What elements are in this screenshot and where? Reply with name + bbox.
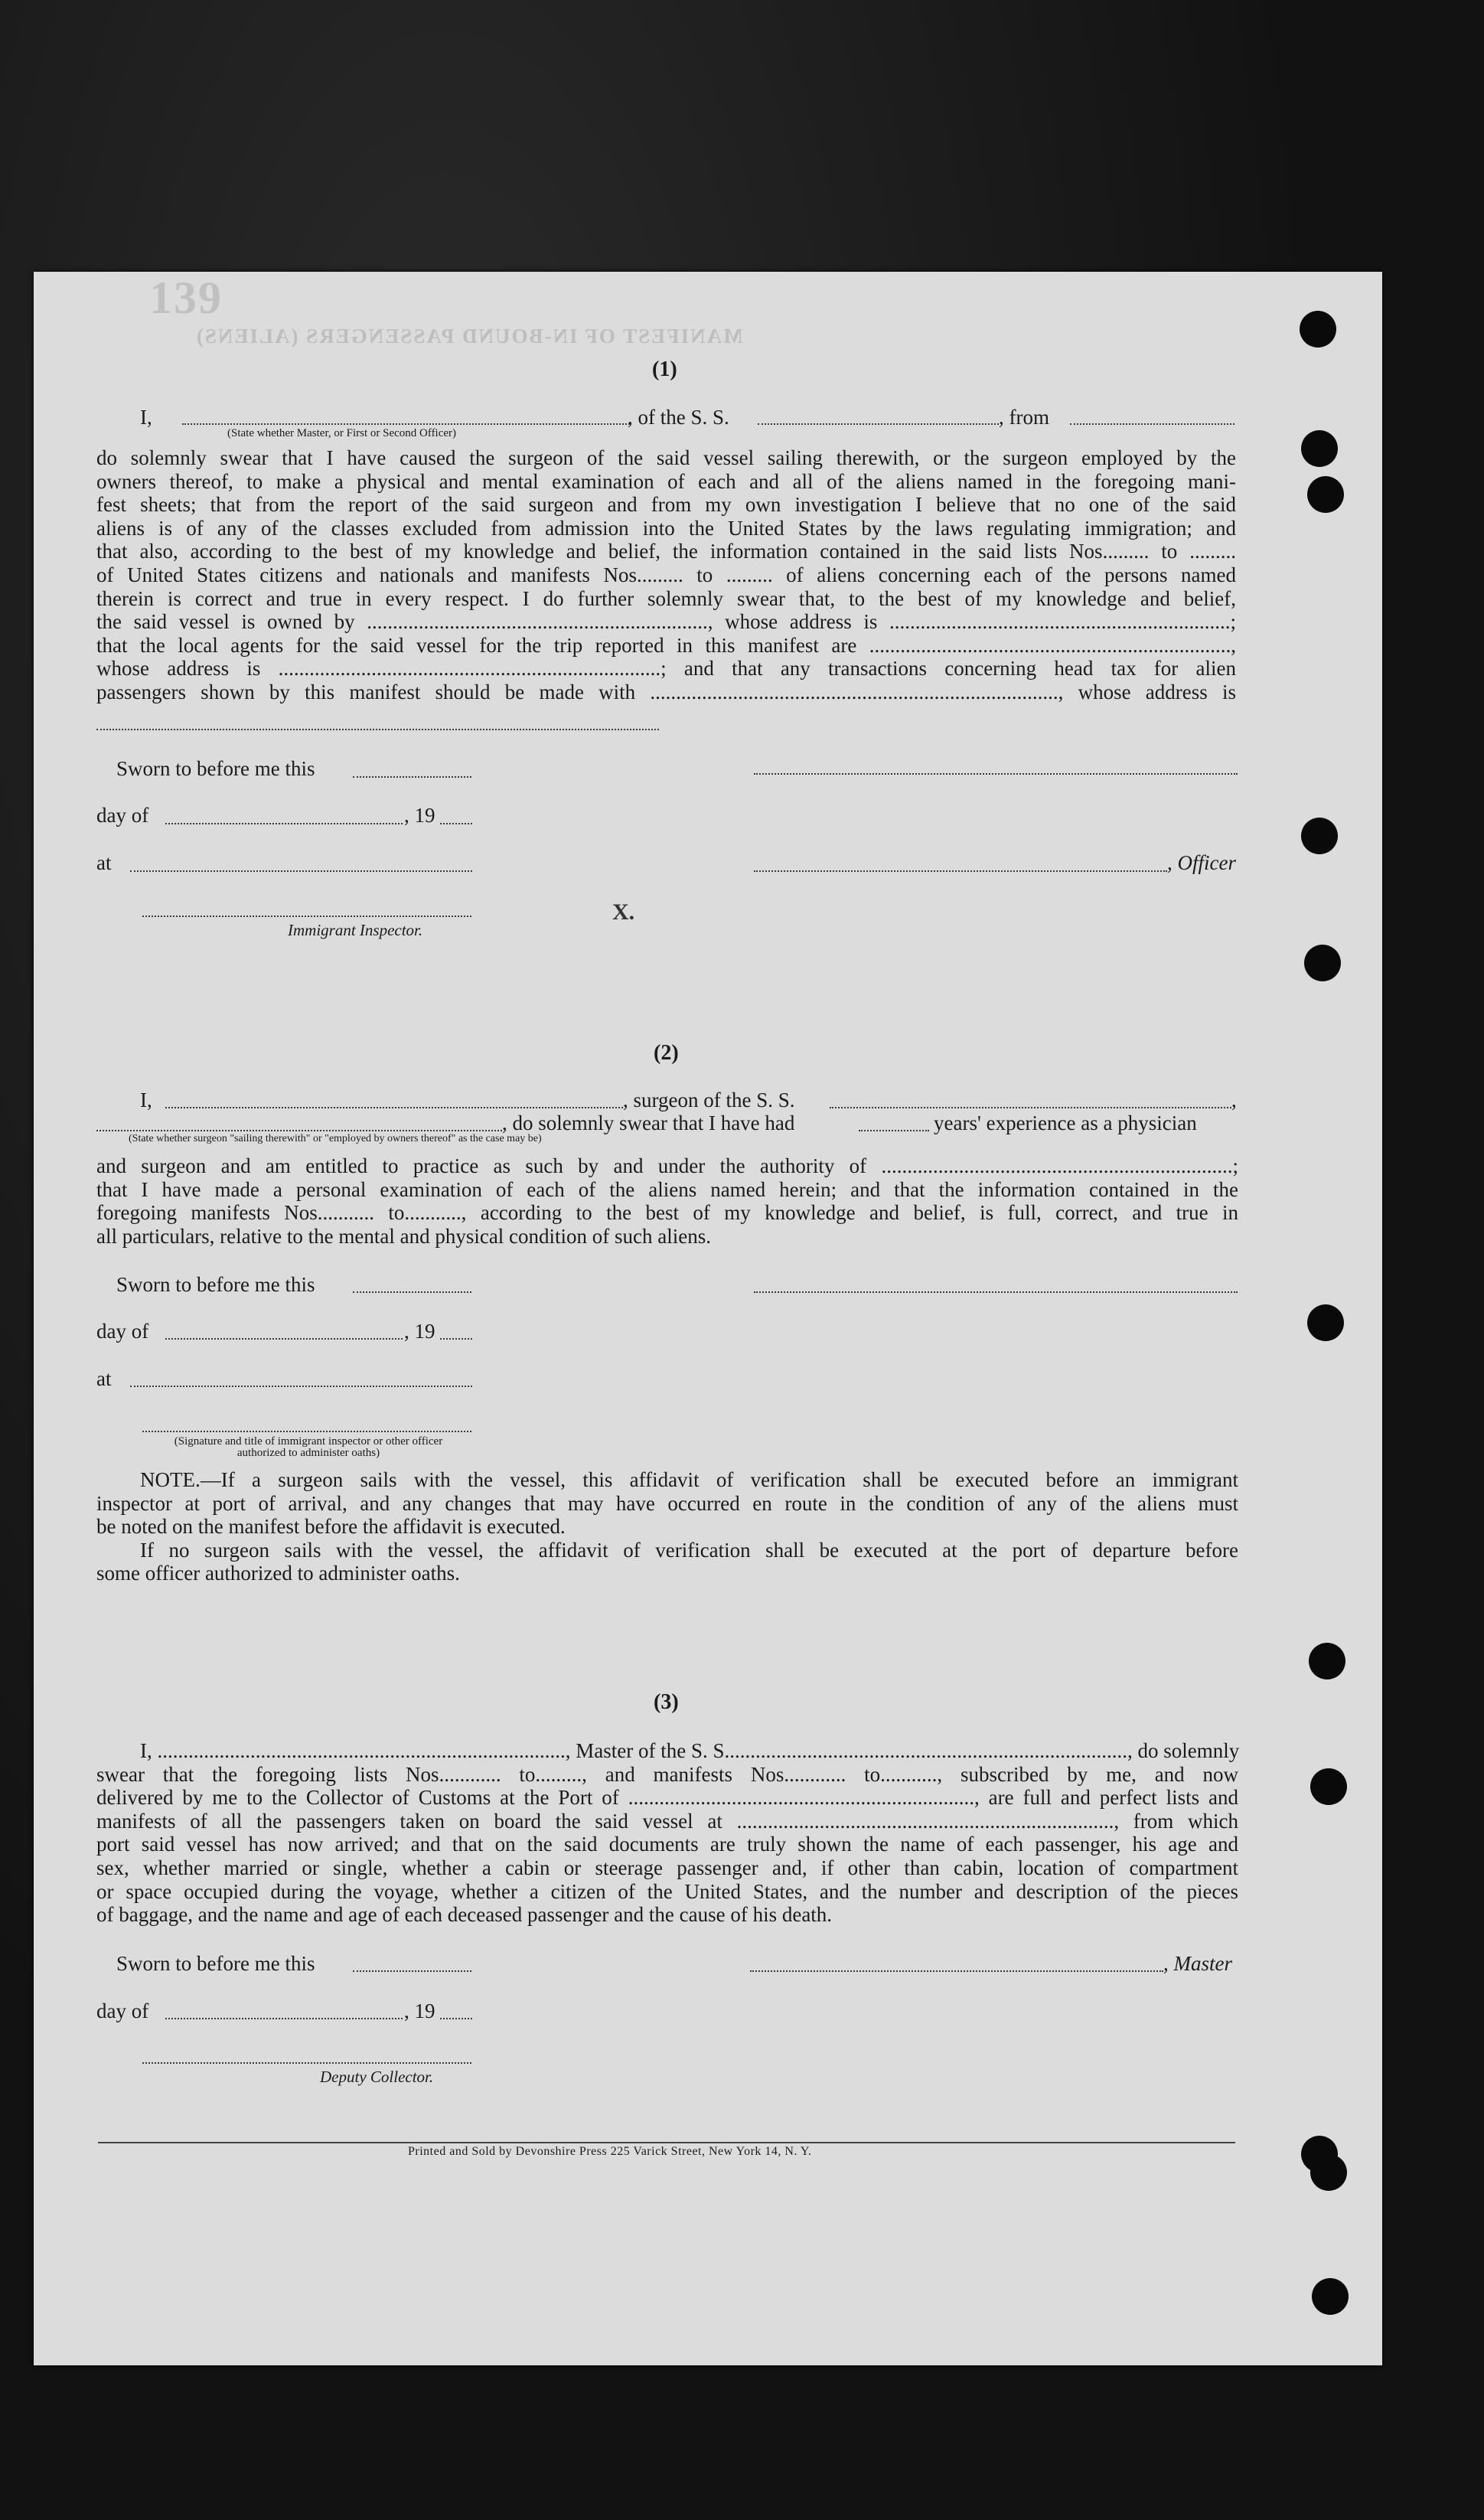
s2-note-line: NOTE.—If a surgeon sails with the vessel, this affidavit of verification shall be executed before an immigrant <box>140 1468 1238 1491</box>
s2-i-label: I, <box>140 1089 152 1111</box>
s2-note-line: If no surgeon sails with the vessel, the affidavit of verification shall be executed at the port of departure before <box>140 1538 1238 1562</box>
punch-hole <box>1301 430 1338 467</box>
s3-sworn-field[interactable] <box>353 1970 471 1972</box>
s1-officer-signature-field[interactable] <box>754 773 1238 775</box>
s2-at-label: at <box>96 1367 112 1390</box>
s2-note-paragraph <box>96 1468 1238 1585</box>
s3-year-field[interactable] <box>440 2018 472 2019</box>
s2-surgeon-status-field[interactable] <box>96 1130 502 1131</box>
punch-hole <box>1300 311 1336 348</box>
s3-oath-paragraph <box>96 1739 1238 1927</box>
s2-note-line: inspector at port of arrival, and any changes that may have occurred en route in the condition of any of the aliens must <box>96 1491 1238 1515</box>
s2-note-line: some officer authorized to administer oaths. <box>96 1562 460 1585</box>
punch-hole <box>1310 2154 1347 2191</box>
s1-ss-label: , of the S. S. <box>628 406 729 429</box>
s2-year-label: , 19 <box>404 1320 435 1343</box>
s1-oath-paragraph <box>96 446 1236 704</box>
bleed-through-heading: MANIFEST OF IN-BOUND PASSENGERS (ALIENS) <box>195 325 743 348</box>
s3-line: swear that the foregoing lists Nos............ to........., and manifests Nos............ to..........., subscribed by me, and now <box>96 1762 1238 1786</box>
s2-vessel-field[interactable] <box>830 1107 1231 1108</box>
s2-day-field[interactable] <box>165 1338 403 1340</box>
punch-hole <box>1301 818 1338 854</box>
punch-hole <box>1307 1304 1344 1341</box>
s3-line: of baggage, and the name and age of each deceased passenger and the cause of his death. <box>96 1903 833 1927</box>
s3-year-label: , 19 <box>404 1999 435 2022</box>
s1-line: therein is correct and true in every respect. I do further solemnly swear that, to the best of my knowledge and belief, <box>96 586 1236 610</box>
s2-year-field[interactable] <box>440 1338 472 1340</box>
s1-i-label: I, <box>140 406 152 429</box>
s1-line: passengers shown by this manifest should be made with ..............................................................................., whose address is <box>96 680 1236 703</box>
s2-inspector-signature-field[interactable] <box>142 1431 471 1432</box>
section-1-number: (1) <box>652 357 677 381</box>
s2-inspector-caption: (Signature and title of immigrant inspector or other officer authorized to administer oaths) <box>174 1435 443 1459</box>
footer-rule <box>98 2142 1235 2143</box>
s3-line: manifests of all the passengers taken on board the said vessel at ........................................................................., from which <box>96 1809 1238 1833</box>
punch-hole <box>1307 476 1344 513</box>
s1-from-field[interactable] <box>1070 423 1234 425</box>
s1-from-label: , from <box>999 406 1049 429</box>
s3-line: sex, whether married or single, whether a cabin or steerage passenger and, if other than cabin, location of compartment <box>96 1856 1238 1879</box>
s1-sworn-field[interactable] <box>353 776 471 778</box>
s2-line: all particulars, relative to the mental and physical condition of such aliens. <box>96 1224 711 1248</box>
s1-inspector-signature-field[interactable] <box>142 916 471 917</box>
s1-year-label: , 19 <box>404 804 435 827</box>
s3-line: delivered by me to the Collector of Customs at the Port of ..................................................................., are full and perfect lists and <box>96 1786 1238 1810</box>
s1-inspector-caption: Immigrant Inspector. <box>288 921 423 939</box>
printer-imprint: Printed and Sold by Devonshire Press 225 Varick Street, New York 14, N. Y. <box>408 2145 812 2158</box>
s2-surgeon-label: , surgeon of the S. S. <box>623 1089 795 1111</box>
s1-line: that also, according to the best of my knowledge and belief, the information contained in the said lists Nos......... to ......... <box>96 540 1236 563</box>
s1-line: owners thereof, to make a physical and mental examination of each and all of the aliens named in the foregoing mani- <box>96 469 1236 493</box>
section-3-number: (3) <box>654 1690 679 1714</box>
s2-line: and surgeon and am entitled to practice as such by and under the authority of ....................................................................; <box>96 1154 1238 1177</box>
s1-year-field[interactable] <box>440 823 472 824</box>
s1-line: of United States citizens and nationals and manifests Nos......... to ......... of aliens concerning each of the persons named <box>96 563 1236 586</box>
s1-officer-caption: (State whether Master, or First or Second Officer) <box>227 427 457 439</box>
s1-line: whose address is ..........................................................................; and that any transactions concerning head tax for alien <box>96 657 1236 681</box>
punch-hole <box>1309 1643 1345 1679</box>
s1-line: the said vessel is owned by .................................................................., whose address is ..................................................................; <box>96 610 1236 634</box>
punch-hole <box>1310 1768 1347 1805</box>
s2-surgeon-caption: (State whether surgeon "sailing therewith" or "employed by owners thereof" as the case may be) <box>129 1133 542 1144</box>
s1-officer-title-field[interactable] <box>754 870 1167 872</box>
s2-swear-label: , do solemnly swear that I have had <box>502 1111 795 1134</box>
s1-continuation-field[interactable] <box>96 729 659 730</box>
s2-years-field[interactable] <box>859 1130 929 1131</box>
s1-officer-label: , Officer <box>1167 851 1236 874</box>
s3-line: or space occupied during the voyage, whether a citizen of the United States, and the number and description of the pieces <box>96 1879 1238 1903</box>
s1-sworn-label: Sworn to before me this <box>116 757 315 780</box>
s1-x-mark: X. <box>612 899 635 925</box>
s1-vessel-name-field[interactable] <box>758 423 999 425</box>
s2-oath-paragraph <box>96 1154 1238 1248</box>
s3-collector-signature-field[interactable] <box>142 2062 471 2064</box>
s2-surgeon-signature-field[interactable] <box>754 1291 1238 1293</box>
s2-at-field[interactable] <box>130 1386 472 1387</box>
s3-line: port said vessel has now arrived; and that on the said documents are truly shown the name of each passenger, his age and <box>96 1833 1238 1856</box>
s1-at-label: at <box>96 851 112 874</box>
s2-sworn-label: Sworn to before me this <box>116 1273 315 1296</box>
s1-line: aliens is of any of the classes excluded from admission into the United States by the laws regulating immigration; and <box>96 516 1236 540</box>
s1-day-field[interactable] <box>165 823 403 824</box>
punch-hole <box>1304 945 1341 981</box>
s3-day-field[interactable] <box>165 2018 403 2019</box>
s3-sworn-label: Sworn to before me this <box>116 1952 315 1975</box>
s2-day-label: day of <box>96 1320 149 1343</box>
s2-line: foregoing manifests Nos........... to..........., according to the best of my knowledge and belief, is full, correct, and true in <box>96 1201 1238 1225</box>
s1-line: do solemnly swear that I have caused the surgeon of the said vessel sailing therewith, or the surgeon employed by the <box>96 446 1236 469</box>
s2-sworn-field[interactable] <box>353 1291 471 1293</box>
s3-line: I, ..............................................................................., Master of the S. S.............................................................................., do solemnly <box>140 1739 1240 1762</box>
s1-day-label: day of <box>96 804 149 827</box>
s3-master-signature-field[interactable] <box>750 1970 1163 1972</box>
punch-hole <box>1312 2278 1349 2315</box>
s3-collector-caption: Deputy Collector. <box>320 2068 434 2086</box>
s3-day-label: day of <box>96 1999 149 2022</box>
s2-comma: , <box>1231 1089 1237 1111</box>
s2-note-line: be noted on the manifest before the affidavit is executed. <box>96 1515 566 1539</box>
s3-master-label: , Master <box>1163 1952 1232 1975</box>
s2-surgeon-name-field[interactable] <box>165 1107 623 1108</box>
s1-officer-name-field[interactable] <box>182 423 630 425</box>
s2-years-label: years' experience as a physician <box>934 1111 1197 1134</box>
s1-line: that the local agents for the said vessel for the trip reported in this manifest are ......................................................................, <box>96 633 1236 657</box>
s1-line: fest sheets; that from the report of the said surgeon and from my own investigation I believe that no one of the said <box>96 493 1236 517</box>
s2-line: that I have made a personal examination of each of the aliens named herein; and that the information contained in the <box>96 1177 1238 1201</box>
section-2-number: (2) <box>654 1041 679 1065</box>
bleed-through-number: 139 <box>149 273 223 323</box>
s1-at-field[interactable] <box>130 870 472 872</box>
